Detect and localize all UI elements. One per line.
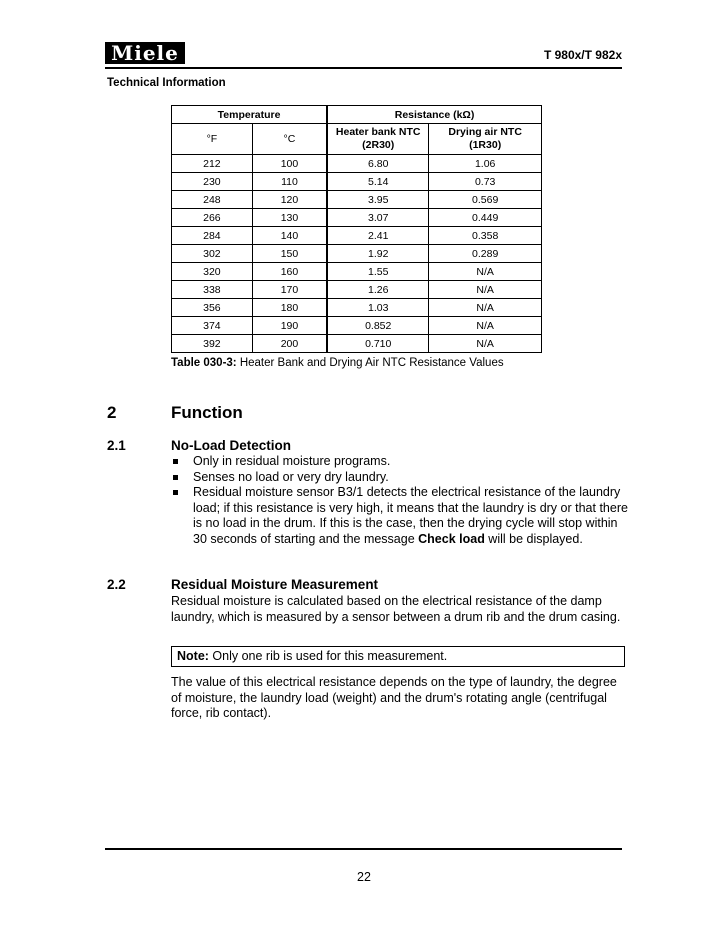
note-box: Note: Only one rib is used for this measurement. xyxy=(171,646,625,667)
table-cell: 5.14 xyxy=(327,173,429,191)
table-cell: 266 xyxy=(172,209,253,227)
table-cell: 302 xyxy=(172,245,253,263)
table-cell: 120 xyxy=(252,191,327,209)
table-cell: N/A xyxy=(429,281,542,299)
table-row xyxy=(172,335,542,353)
table-cell: N/A xyxy=(429,335,542,353)
temperature-group-header: Temperature xyxy=(172,106,328,124)
table-cell: 1.92 xyxy=(327,245,429,263)
list-item: Only in residual moisture programs. xyxy=(171,454,631,470)
table-cell: 140 xyxy=(252,227,327,245)
table-cell: 170 xyxy=(252,281,327,299)
table-cell: 3.95 xyxy=(327,191,429,209)
table-row xyxy=(172,191,542,209)
table-cell: 100 xyxy=(252,155,327,173)
table-cell: N/A xyxy=(429,317,542,335)
table-row xyxy=(172,155,542,173)
model-number: T 980x/T 982x xyxy=(543,48,622,62)
table-row xyxy=(172,317,542,335)
section-title: Function xyxy=(171,403,243,422)
subsection-number: 2.1 xyxy=(107,438,126,453)
table-cell: 1.06 xyxy=(429,155,542,173)
table-cell: 374 xyxy=(172,317,253,335)
table-cell: 130 xyxy=(252,209,327,227)
table-cell: 200 xyxy=(252,335,327,353)
section-number: 2 xyxy=(107,403,117,422)
table-cell: 0.358 xyxy=(429,227,542,245)
list-item: Senses no load or very dry laundry. xyxy=(171,470,631,486)
table-row xyxy=(172,245,542,263)
table-cell: 150 xyxy=(252,245,327,263)
section-header: Technical Information xyxy=(107,77,226,89)
table-cell: 284 xyxy=(172,227,253,245)
table-cell: 1.26 xyxy=(327,281,429,299)
header-rule xyxy=(105,67,622,69)
table-cell: 3.07 xyxy=(327,209,429,227)
page-number: 22 xyxy=(357,870,371,884)
table-cell: 248 xyxy=(172,191,253,209)
table-cell: 160 xyxy=(252,263,327,281)
no-load-bullet-list xyxy=(171,454,631,547)
ntc-resistance-table xyxy=(171,105,542,353)
table-cell: 1.55 xyxy=(327,263,429,281)
paragraph: The value of this electrical resistance depends on the type of laundry, the degree of moisture, the laundry load (weight) and the drum's rotating angle (centrifugal force, rib contact). xyxy=(171,675,617,720)
heater-bank-header: Heater bank NTC (2R30) xyxy=(327,124,429,155)
table-cell: 180 xyxy=(252,299,327,317)
table-row xyxy=(172,299,542,317)
bullet-square-icon xyxy=(173,459,178,464)
celsius-header: °C xyxy=(252,124,327,155)
table-row xyxy=(172,263,542,281)
table-cell: 1.03 xyxy=(327,299,429,317)
table-row xyxy=(172,281,542,299)
table-cell: N/A xyxy=(429,263,542,281)
table-cell: 230 xyxy=(172,173,253,191)
table-cell: 0.449 xyxy=(429,209,542,227)
table-cell: 0.852 xyxy=(327,317,429,335)
table-row xyxy=(172,209,542,227)
bullet-square-icon xyxy=(173,490,178,495)
table-cell: N/A xyxy=(429,299,542,317)
table-cell: 212 xyxy=(172,155,253,173)
table-cell: 0.710 xyxy=(327,335,429,353)
paragraph: Residual moisture is calculated based on the electrical resistance of the damp laundry, which is measured by a sensor between a drum rib and the drum casing. xyxy=(171,594,621,624)
subsection-title: Residual Moisture Measurement xyxy=(171,577,379,592)
table-cell: 320 xyxy=(172,263,253,281)
fahrenheit-header: °F xyxy=(172,124,253,155)
bullet-square-icon xyxy=(173,475,178,480)
table-row xyxy=(172,227,542,245)
table-cell: 392 xyxy=(172,335,253,353)
resistance-group-header: Resistance (kΩ) xyxy=(327,106,541,124)
table-cell: 2.41 xyxy=(327,227,429,245)
table-cell: 6.80 xyxy=(327,155,429,173)
subsection-title: No-Load Detection xyxy=(171,438,291,453)
subsection-number: 2.2 xyxy=(107,577,126,592)
table-cell: 338 xyxy=(172,281,253,299)
list-item: Residual moisture sensor B3/1 detects the electrical resistance of the laundry load; if this resistance is very high, it means that the laundry is dry or that there is no load in the drum. If this is the case, then the drying cycle will stop within 30 seconds of starting and the message Check load will be displayed. xyxy=(171,485,631,547)
table-cell: 190 xyxy=(252,317,327,335)
table-row xyxy=(172,173,542,191)
table-cell: 110 xyxy=(252,173,327,191)
table-cell: 356 xyxy=(172,299,253,317)
drying-air-header: Drying air NTC (1R30) xyxy=(429,124,542,155)
table-caption: Table 030-3: Heater Bank and Drying Air NTC Resistance Values xyxy=(171,357,504,369)
table-cell: 0.73 xyxy=(429,173,542,191)
table-cell: 0.289 xyxy=(429,245,542,263)
table-cell: 0.569 xyxy=(429,191,542,209)
footer-rule xyxy=(105,848,622,850)
miele-logo: Miele xyxy=(105,42,185,64)
